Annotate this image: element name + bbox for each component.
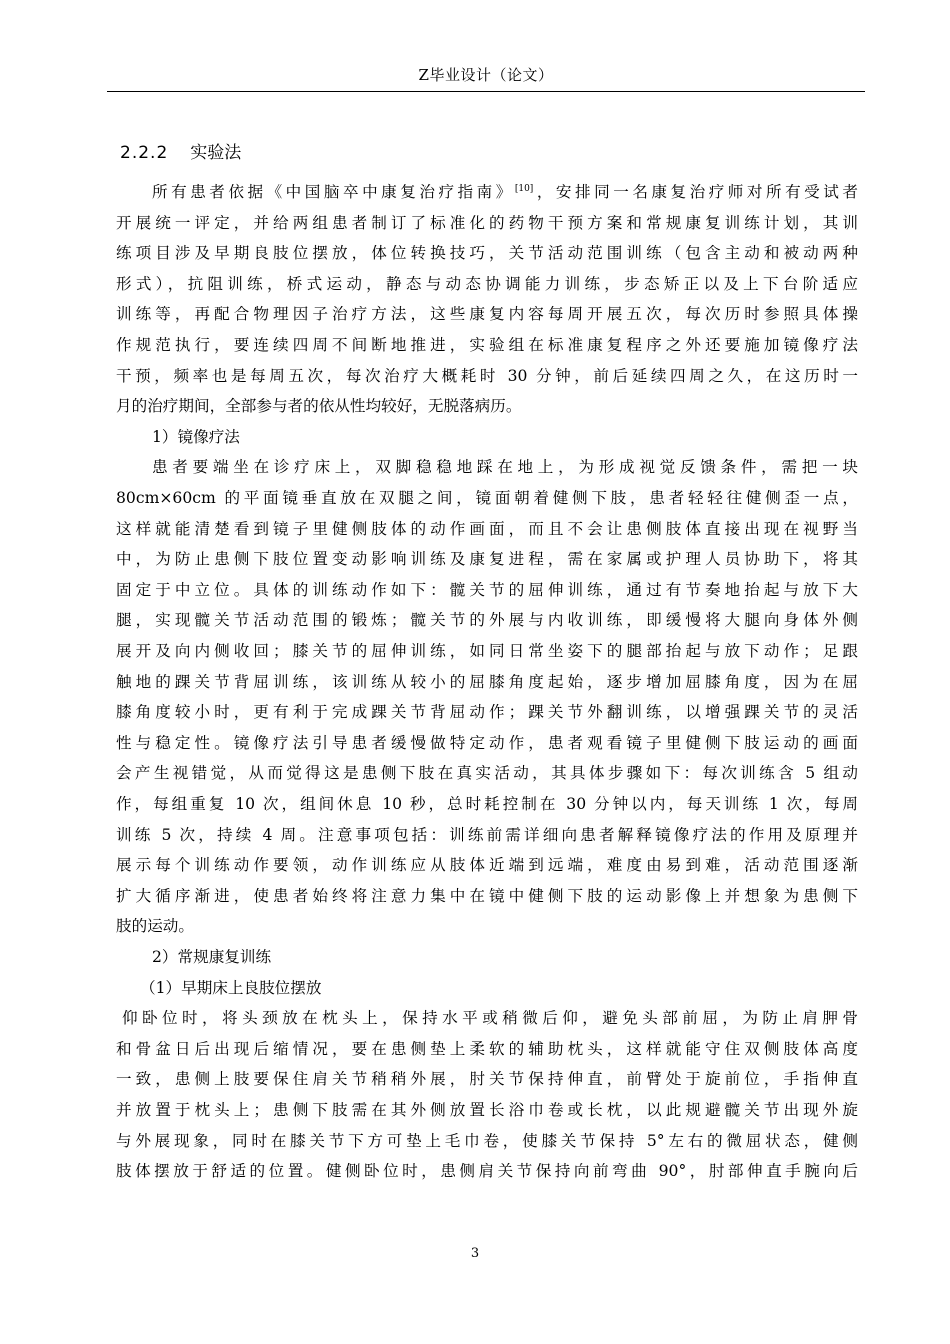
page-number: 3 <box>470 1246 480 1261</box>
text-line: 2）常规康复训练 <box>152 948 272 966</box>
text-line: 干预，频率也是每周五次，每次治疗大概耗时 30 分钟，前后延续四周之久，在这历时一 <box>116 366 858 385</box>
text-line: 训练 5 次，持续 4 周。注意事项包括：训练前需详细向患者解释镜像疗法的作用及原理并 <box>116 825 858 844</box>
text-line: 会产生视错觉，从而觉得这是患侧下肢在真实活动，其具体步骤如下：每次训练含 5 组动 <box>116 764 858 783</box>
text-line: 扩大循序渐进，使患者始终将注意力集中在镜中健侧下肢的运动影像上并想象为患侧下 <box>116 886 858 905</box>
text-line: 仰卧位时，将头颈放在枕头上，保持水平或稍微后仰，避免头部前屈，为防止肩胛骨 <box>122 1009 858 1028</box>
text-line: 开展统一评定，并给两组患者制订了标准化的药物干预方案和常规康复训练计划，其训 <box>116 213 858 232</box>
text-line: 与外展现象，同时在膝关节下方可垫上毛巾卷，使膝关节保持 5°左右的微屈状态，健侧 <box>116 1131 858 1150</box>
page-header: Z毕业设计（论文） <box>418 66 554 84</box>
citation-superscript: [10] <box>514 183 534 194</box>
text-line: 并放置于枕头上；患侧下肢需在其外侧放置长浴巾卷或长枕，以此规避髋关节出现外旋 <box>116 1101 858 1119</box>
text-line: 患者要端坐在诊疗床上，双脚稳稳地踩在地上，为形成视觉反馈条件，需把一块 <box>152 458 858 477</box>
text-line: 作规范执行，要连续四周不间断地推进，实验组在标准康复程序之外还要施加镜像疗法 <box>116 336 858 354</box>
text-line: 展开及向内侧收回；膝关节的屈伸训练，如同日常坐姿下的腿部抬起与放下动作；足跟 <box>116 642 858 660</box>
text-line: 肢的运动。 <box>116 917 194 936</box>
header-rule <box>107 91 865 92</box>
text-line: 和骨盆日后出现后缩情况，要在患侧垫上柔软的辅助枕头，这样就能守住双侧肢体高度 <box>116 1039 858 1058</box>
section-heading <box>120 138 241 168</box>
text-line: 这样就能清楚看到镜子里健侧肢体的动作画面，而且不会让患侧肢体直接出现在视野当 <box>116 519 858 538</box>
text-line: 月的治疗期间，全部参与者的依从性均较好，无脱落病历。 <box>116 397 522 416</box>
text-line: 触地的踝关节背屈训练，该训练从较小的屈膝角度起始，逐步增加屈膝角度，因为在屈 <box>116 672 858 691</box>
text-line: 练项目涉及早期良肢位摆放，体位转换技巧，关节活动范围训练（包含主动和被动两种 <box>116 244 858 263</box>
text-line: 展示每个训练动作要领，动作训练应从肢体近端到远端，难度由易到难，活动范围逐渐 <box>116 856 858 875</box>
text-line: 中，为防止患侧下肢位置变动影响训练及康复进程，需在家属或护理人员协助下，将其 <box>116 550 858 569</box>
text-line: 膝角度较小时，更有利于完成踝关节背屈动作；踝关节外翻训练，以增强踝关节的灵活 <box>116 703 858 722</box>
text-line: 性与稳定性。镜像疗法引导患者缓慢做特定动作，患者观看镜子里健侧下肢运动的画面 <box>116 733 858 752</box>
text-line: 肢体摆放于舒适的位置。健侧卧位时，患侧肩关节保持向前弯曲 90°，肘部伸直手腕向后 <box>116 1162 858 1181</box>
text-line: 腿，实现髋关节活动范围的锻炼；髋关节的外展与内收训练，即缓慢将大腿向身体外侧 <box>116 611 858 630</box>
text-line: 所有患者依据《中国脑卒中康复治疗指南》[10]，安排同一名康复治疗师对所有受试者 <box>152 183 858 201</box>
text-line: 1）镜像疗法 <box>152 427 240 446</box>
text-line: 形式），抗阻训练，桥式运动，静态与动态协调能力训练，步态矫正以及上下台阶适应 <box>116 274 858 293</box>
text-line: （1）早期床上良肢位摆放 <box>140 978 322 997</box>
text-line: 作，每组重复 10 次，组间休息 10 秒，总时耗控制在 30 分钟以内，每天训练 1 次，每周 <box>116 795 858 813</box>
text-line: 固定于中立位。具体的训练动作如下：髋关节的屈伸训练，通过有节奏地抬起与放下大 <box>116 580 858 599</box>
text-line: 一致，患侧上肢要保住肩关节稍稍外展，肘关节保持伸直，前臂处于旋前位，手指伸直 <box>116 1070 858 1089</box>
section-title: 实验法 <box>190 143 242 163</box>
section-number: 2.2.2 <box>120 143 169 163</box>
text-line: 训练等，再配合物理因子治疗方法，这些康复内容每周开展五次，每次历时参照具体操 <box>116 305 858 324</box>
text-line: 80cm×60cm 的平面镜垂直放在双腿之间，镜面朝着健侧下肢，患者轻轻往健侧歪一点， <box>116 489 858 507</box>
